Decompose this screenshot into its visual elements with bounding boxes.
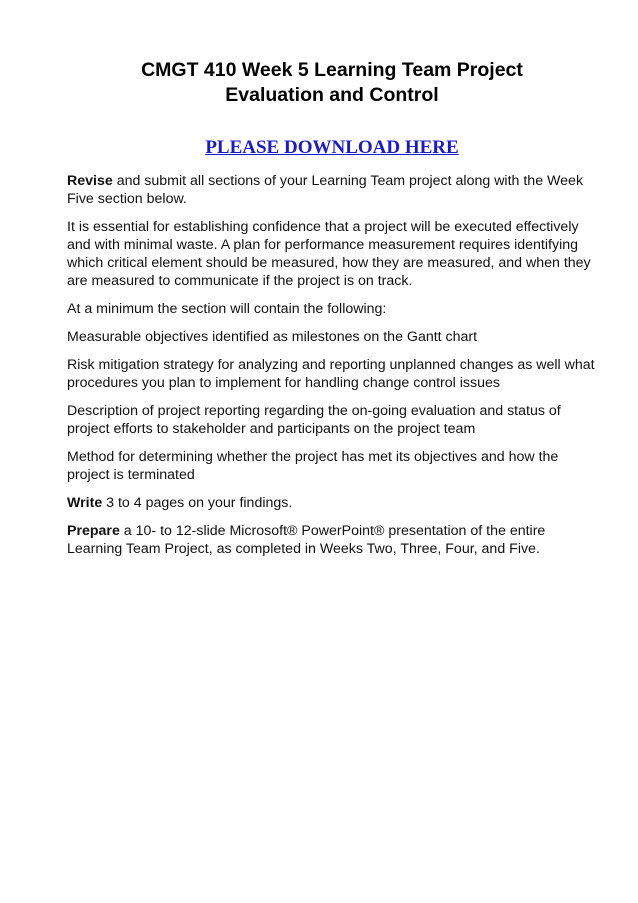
- paragraph-method: Method for determining whether the project has met its objectives and how the project is terminated: [67, 449, 559, 483]
- paragraph-write: [67, 494, 597, 512]
- paragraph-risk: Risk mitigation strategy for analyzing and reporting unplanned changes as well what procedures you plan to implement for handling change control issues: [67, 357, 595, 391]
- document-body: [67, 172, 597, 568]
- prepare-text: a 10- to 12-slide Microsoft® PowerPoint® presentation of the entire Learning Team Project, as completed in Weeks Two, Three, Four, and Five.: [67, 523, 546, 557]
- paragraph-intro: It is essential for establishing confidence that a project will be executed effectively and with minimal waste. A plan for performance measurement requires identifying which critical element should be measured, how they are measured, and when they are measured to communicate if the project is on track.: [67, 219, 591, 289]
- revise-text: and submit all sections of your Learning Team project along with the Week Five section below.: [67, 173, 584, 207]
- page-title: [60, 58, 604, 108]
- paragraph-objectives: Measurable objectives identified as milestones on the Gantt chart: [67, 329, 478, 345]
- title-line-1: CMGT 410 Week 5 Learning Team Project: [141, 59, 523, 81]
- write-keyword: Write: [67, 495, 103, 511]
- write-text: 3 to 4 pages on your findings.: [102, 495, 293, 511]
- download-link[interactable]: PLEASE DOWNLOAD HERE: [205, 137, 459, 158]
- paragraph-revise: [67, 172, 597, 208]
- paragraph-reporting: Description of project reporting regarding the on-going evaluation and status of project efforts to stakeholder and participants on the project team: [67, 403, 561, 437]
- paragraph-prepare: [67, 522, 597, 558]
- title-line-2: Evaluation and Control: [225, 84, 439, 106]
- download-link-container: [60, 136, 604, 160]
- revise-keyword: Revise: [67, 173, 113, 189]
- prepare-keyword: Prepare: [67, 523, 120, 539]
- paragraph-minimum: At a minimum the section will contain the following:: [67, 301, 387, 317]
